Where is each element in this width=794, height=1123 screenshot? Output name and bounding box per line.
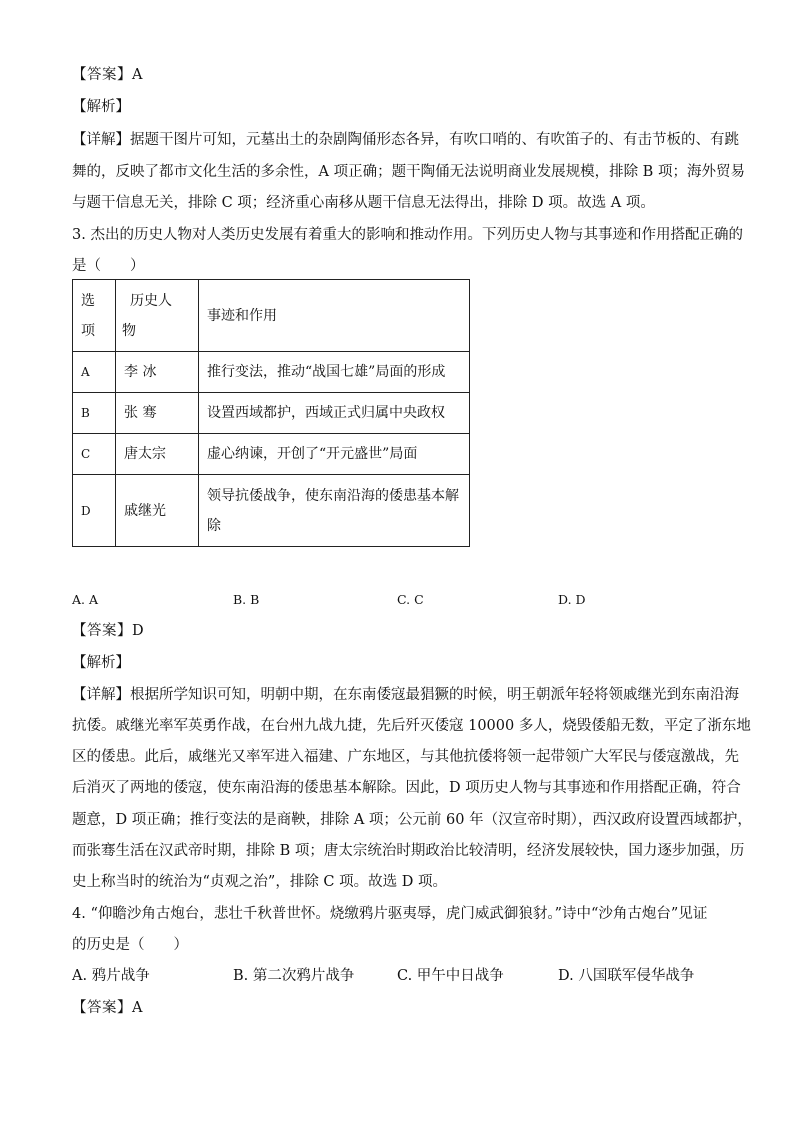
table-row bbox=[73, 393, 470, 434]
option-b: B. B bbox=[233, 592, 260, 607]
detail-line: 【详解】根据所学知识可知，明朝中期，在东南倭寇最猖獗的时候，明王朝派年轻将领戚继光到东南沿海 bbox=[72, 687, 739, 703]
question-stem: 的历史是（ ） bbox=[72, 937, 188, 953]
header-person bbox=[116, 280, 199, 352]
cell-option: C bbox=[73, 434, 116, 475]
cell-deed: 设置西域都护，西域正式归属中央政权 bbox=[199, 393, 470, 434]
analysis-label: 【解析】 bbox=[72, 99, 130, 115]
table-row bbox=[73, 434, 470, 475]
header-deed bbox=[199, 280, 470, 352]
detail-line: 舞的，反映了都市文化生活的多余性，A 项正确；题干陶俑无法说明商业发展规模，排除 B 项；海外贸易 bbox=[72, 164, 745, 180]
header-option bbox=[73, 280, 116, 352]
table-row bbox=[73, 475, 470, 547]
table-header-row bbox=[73, 280, 470, 352]
cell-deed: 推行变法，推动“战国七雄”局面的形成 bbox=[199, 352, 470, 393]
header-text: 事迹和作用 bbox=[207, 307, 277, 324]
option-a: A. 鸦片战争 bbox=[72, 968, 150, 984]
detail-line: 后消灭了两地的倭寇，使东南沿海的倭患基本解除。因此，D 项历史人物与其事迹和作用搭配正确，符合 bbox=[72, 780, 741, 796]
analysis-label: 【解析】 bbox=[72, 655, 130, 671]
header-text: 项 bbox=[81, 322, 95, 339]
option-d: D. D bbox=[558, 592, 586, 607]
detail-line: 史上称当时的统治为“贞观之治”，排除 C 项。故选 D 项。 bbox=[72, 874, 447, 890]
option-b: B. 第二次鸦片战争 bbox=[233, 968, 355, 984]
cell-option: D bbox=[73, 475, 116, 547]
cell-deed: 虚心纳谏，开创了“开元盛世”局面 bbox=[199, 434, 470, 475]
detail-line: 与题干信息无关，排除 C 项；经济重心南移从题干信息无法得出，排除 D 项。故选 A 项。 bbox=[72, 195, 655, 211]
detail-line: 区的倭患。此后，戚继光又率军进入福建、广东地区，与其他抗倭将领一起带领广大军民与倭寇激战，先 bbox=[72, 749, 739, 765]
detail-line: 而张骞生活在汉武帝时期，排除 B 项；唐太宗统治时期政治比较清明，经济发展较快，国力逐步加强，历 bbox=[72, 843, 745, 859]
header-text: 选 bbox=[81, 292, 95, 309]
question-stem: 是（ ） bbox=[72, 258, 145, 274]
cell-person: 张 骞 bbox=[116, 393, 199, 434]
header-text: 历史人 bbox=[130, 292, 172, 309]
header-text: 物 bbox=[122, 322, 136, 339]
option-c: C. 甲午中日战争 bbox=[397, 968, 504, 984]
question-table bbox=[72, 279, 470, 547]
cell-deed bbox=[199, 475, 470, 547]
question-stem: 3. 杰出的历史人物对人类历史发展有着重大的影响和推动作用。下列历史人物与其事迹和作用搭配正确的 bbox=[72, 227, 743, 243]
answer-label: 【答案】D bbox=[72, 623, 145, 639]
detail-line: 题意，D 项正确；推行变法的是商鞅，排除 A 项；公元前 60 年（汉宣帝时期），西汉政府设置西域都护， bbox=[72, 812, 752, 828]
option-d: D. 八国联军侵华战争 bbox=[558, 968, 695, 984]
cell-option: A bbox=[73, 352, 116, 393]
cell-person: 戚继光 bbox=[116, 475, 199, 547]
table-row bbox=[73, 352, 470, 393]
cell-deed-line: 除 bbox=[207, 517, 221, 534]
answer-label: 【答案】A bbox=[72, 67, 143, 83]
cell-option: B bbox=[73, 393, 116, 434]
detail-line: 【详解】据题干图片可知，元墓出土的杂剧陶俑形态各异，有吹口哨的、有吹笛子的、有击节板的、有跳 bbox=[72, 132, 739, 148]
cell-person: 李 冰 bbox=[116, 352, 199, 393]
cell-person: 唐太宗 bbox=[116, 434, 199, 475]
detail-line: 抗倭。戚继光率军英勇作战，在台州九战九捷，先后歼灭倭寇 10000 多人，烧毁倭船无数，平定了浙东地 bbox=[72, 718, 751, 734]
cell-deed-line: 领导抗倭战争，使东南沿海的倭患基本解 bbox=[207, 487, 459, 504]
answer-label: 【答案】A bbox=[72, 1000, 143, 1016]
option-c: C. C bbox=[397, 592, 424, 607]
option-a: A. A bbox=[72, 592, 99, 607]
question-stem: 4. “仰瞻沙角古炮台，悲壮千秋普世怀。烧缴鸦片驱夷辱，虎门威武御狼豺。”诗中“沙角古炮台”见证 bbox=[72, 906, 708, 922]
